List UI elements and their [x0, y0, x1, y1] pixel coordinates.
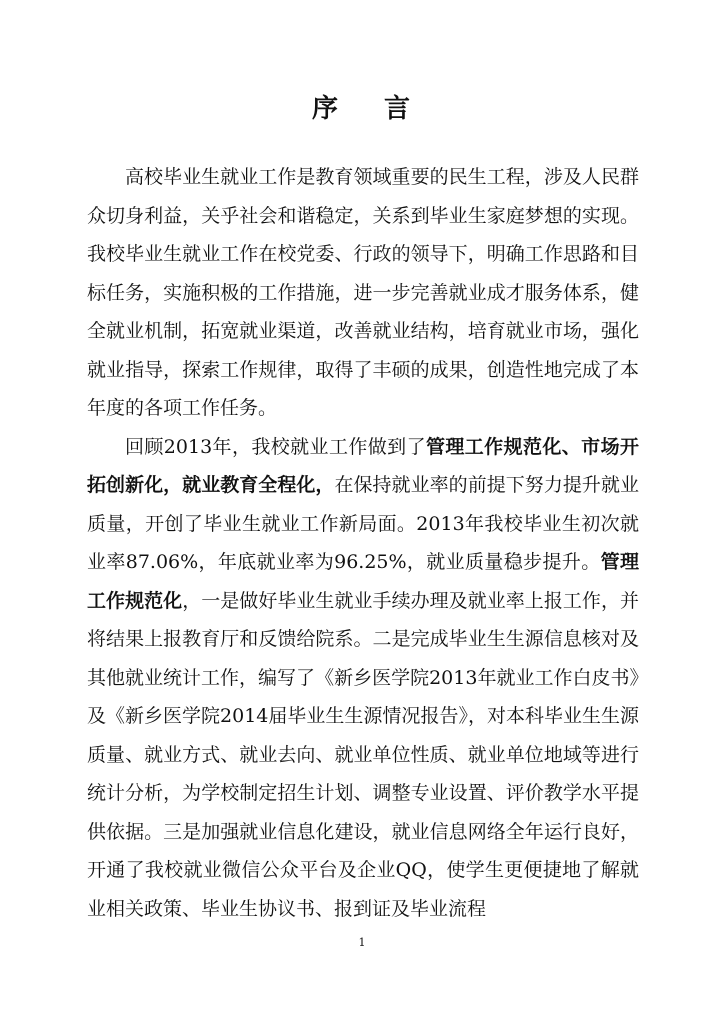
paragraph-1-text: 高校毕业生就业工作是教育领域重要的民生工程，涉及人民群众切身利益，关乎社会和谐稳定，关系到毕业生家庭梦想的实现。我校毕业生就业工作在校党委、行政的领导下，明确工作思路和目标任务，实施积极的工作措施，进一步完善就业成才服务体系，健全就业机制，拓宽就业渠道，改善就业结构，培育就业市场，强化就业指导，探索工作规律，取得了丰硕的成果，创造性地完成了本年度的各项工作任务。 [87, 166, 639, 419]
paragraph-2-segment-5: ，一是做好毕业生就业手续办理及就业率上报工作，并将结果上报教育厅和反馈给院系。二是完成毕业生生源信息核对及其他就业统计工作，编写了《新乡医学院2013年就业工作白皮书》及《新乡医学院2014届毕业生生源情况报告》，对本科毕业生生源质量、就业方式、就业去向、就业单位性质、就业单位地域等进行统计分析，为学校制定招生计划、调整专业设置、评价教学水平提供依据。三是加强就业信息化建设，就业信息网络全年运行良好，开通了我校就业微信公众平台及企业QQ，使学生更便捷地了解就业相关政策、毕业生协议书、报到证及毕业流程 [87, 589, 639, 920]
title-char-left: 序 [311, 94, 340, 124]
title-char-right: 言 [384, 94, 413, 124]
paragraph-2-segment-1: 回顾2013年，我校就业工作做到了 [125, 435, 426, 458]
page-title [0, 88, 724, 125]
paragraph-2-bold-highlight-2: 管理工作规范化 [87, 551, 639, 612]
paragraph-2 [87, 428, 639, 929]
page-number: 1 [358, 936, 366, 949]
paragraph-1 [87, 158, 639, 428]
body-text [87, 158, 639, 928]
paragraph-2-segment-3: 在保持就业率的前提下努力提升就业质量，开创了毕业生就业工作新局面。2013年我校毕业生初次就业率87.06%，年底就业率为96.25%，就业质量稳步提升。 [87, 474, 639, 573]
paragraph-2-bold-highlight-1: 管理工作规范化、市场开拓创新化，就业教育全程化， [87, 435, 639, 496]
